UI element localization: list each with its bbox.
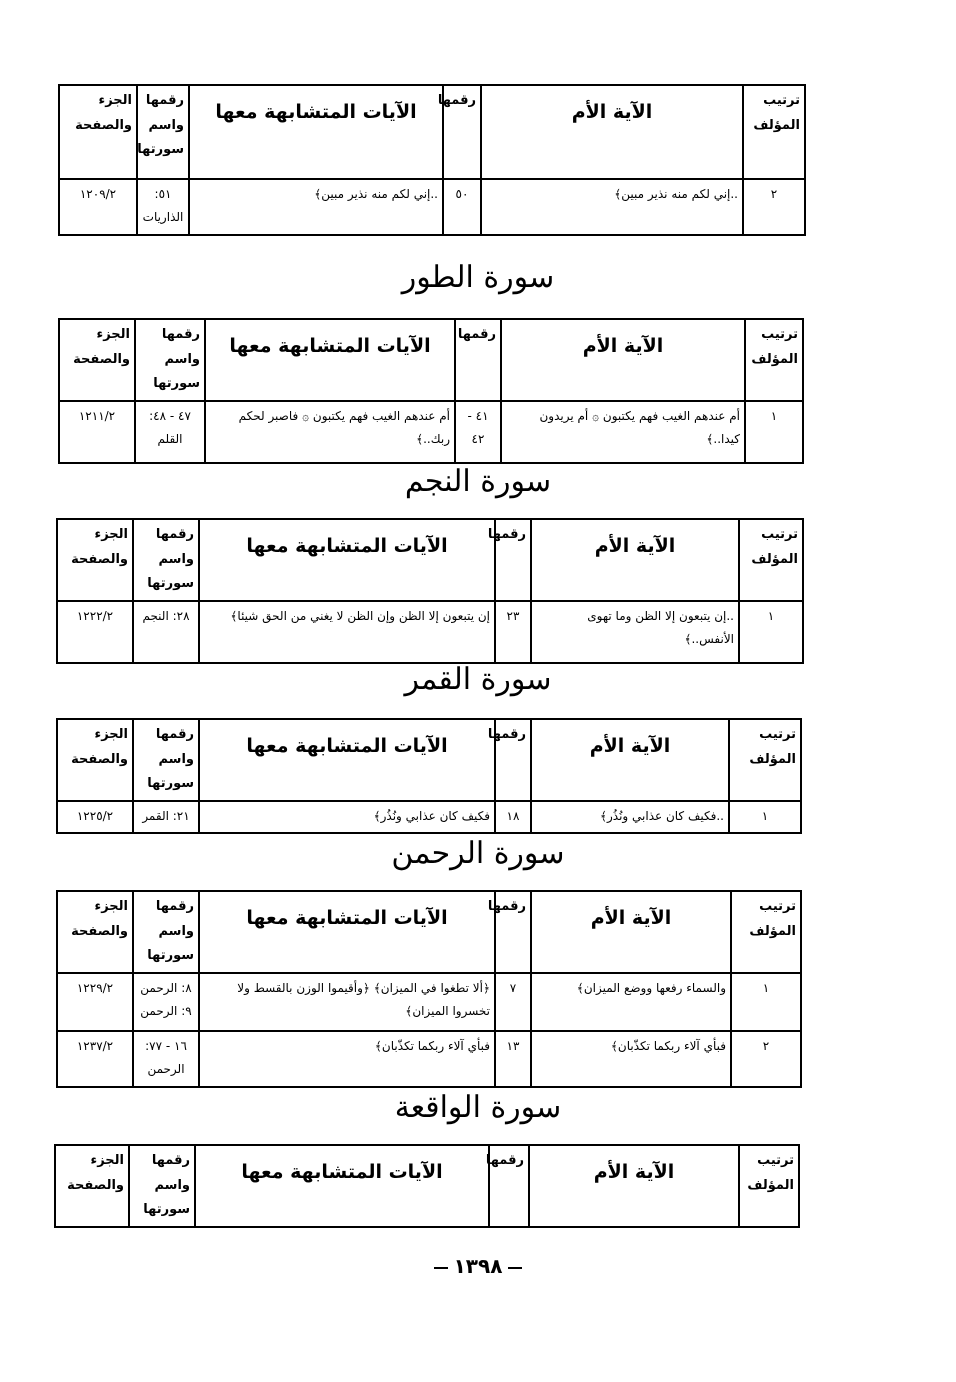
header-main-verse: الآية الأم	[501, 319, 745, 401]
header-similar-verses: الآيات المتشابهة معها	[205, 319, 455, 401]
header-main-verse: الآية الأم	[531, 519, 739, 601]
cell-main-verse: فبأي آلاء ربكما تكذّبان﴾	[531, 1031, 731, 1087]
table-row	[59, 179, 805, 235]
header-similar-verses: الآيات المتشابهة معها	[199, 719, 495, 801]
header-part-page: الجزء والصفحة	[57, 719, 133, 801]
table-header-row	[57, 719, 801, 801]
table-row	[59, 401, 803, 463]
cell-part-page: ١٢٢٩/٢	[57, 973, 133, 1031]
cell-number: ٥٠	[443, 179, 481, 235]
verses-table-1	[58, 84, 806, 236]
header-ref: رقمها واسم سورتها	[133, 891, 199, 973]
header-ref: رقمها واسم سورتها	[129, 1145, 195, 1227]
cell-main-verse: ..إن يتبعون إلا الظن وما تهوى الأنفس..﴾	[531, 601, 739, 663]
verses-table-tur	[58, 318, 804, 464]
table-row	[57, 601, 803, 663]
header-ref: رقمها واسم سورتها	[137, 85, 189, 179]
section-title-qamar: سورة القمر	[404, 662, 552, 697]
cell-ref: ٢٨: النجم	[133, 601, 199, 663]
verses-table-najm	[56, 518, 804, 664]
section-title-najm: سورة النجم	[404, 464, 552, 499]
header-order: ترتيب المؤلف	[731, 891, 801, 973]
section-title-waqia: سورة الواقعة	[394, 1090, 562, 1125]
cell-similar-verse: فبأي آلاء ربكما تكذّبان﴾	[199, 1031, 495, 1087]
cell-part-page: ١٢٢٥/٢	[57, 801, 133, 833]
cell-number: ٢٣	[495, 601, 531, 663]
header-ref: رقمها واسم سورتها	[133, 719, 199, 801]
header-ref: رقمها واسم سورتها	[133, 519, 199, 601]
cell-part-page: ١٢١١/٢	[59, 401, 135, 463]
verses-table-qamar	[56, 718, 802, 834]
header-similar-verses: الآيات المتشابهة معها	[199, 891, 495, 973]
header-number: رقمها	[495, 719, 531, 801]
cell-number: ١٨	[495, 801, 531, 833]
header-order: ترتيب المؤلف	[729, 719, 801, 801]
cell-similar-verse: أم عندهم الغيب فهم يكتبون ۞ فاصبر لحكم ربك..﴾	[205, 401, 455, 463]
header-similar-verses: الآيات المتشابهة معها	[199, 519, 495, 601]
cell-ref: ٤٧ - ٤٨: القلم	[135, 401, 205, 463]
table-header-row	[55, 1145, 799, 1227]
header-part-page: الجزء والصفحة	[55, 1145, 129, 1227]
cell-order: ١	[731, 973, 801, 1031]
header-part-page: الجزء والصفحة	[57, 519, 133, 601]
cell-order: ١	[739, 601, 803, 663]
table-header-row	[59, 319, 803, 401]
cell-order: ١	[729, 801, 801, 833]
header-similar-verses: الآيات المتشابهة معها	[189, 85, 443, 179]
table-row	[57, 1031, 801, 1087]
cell-order: ٢	[731, 1031, 801, 1087]
cell-main-verse: ..إني لكم منه نذير مبين﴾	[481, 179, 743, 235]
cell-ref: ٥١: الذاريات	[137, 179, 189, 235]
header-main-verse: الآية الأم	[481, 85, 743, 179]
header-order: ترتيب المؤلف	[743, 85, 805, 179]
cell-ref: ١٦ - ٧٧: الرحمن	[133, 1031, 199, 1087]
header-main-verse: الآية الأم	[531, 719, 729, 801]
header-order: ترتيب المؤلف	[745, 319, 803, 401]
header-order: ترتيب المؤلف	[739, 1145, 799, 1227]
header-part-page: الجزء والصفحة	[59, 319, 135, 401]
header-number: رقمها	[495, 519, 531, 601]
cell-similar-verse: ..إني لكم منه نذير مبين﴾	[189, 179, 443, 235]
header-similar-verses: الآيات المتشابهة معها	[195, 1145, 489, 1227]
header-ref: رقمها واسم سورتها	[135, 319, 205, 401]
cell-similar-verse: ﴿ألا تطغوا في الميزان﴾ ﴿وأقيموا الوزن بالقسط ولا تخسروا الميزان﴾	[199, 973, 495, 1031]
verses-table-rahman	[56, 890, 802, 1088]
cell-main-verse: والسماء رفعها ووضع الميزان﴾	[531, 973, 731, 1031]
cell-order: ١	[745, 401, 803, 463]
verses-table-waqia	[54, 1144, 800, 1228]
cell-similar-verse: فكيف كان عذابي ونُذُر﴾	[199, 801, 495, 833]
table-row	[57, 973, 801, 1031]
section-title-rahman: سورة الرحمن	[391, 836, 565, 871]
header-number: رقمها	[489, 1145, 529, 1227]
cell-number: ٤١ - ٤٢	[455, 401, 501, 463]
section-title-tur: سورة الطور	[401, 260, 555, 295]
cell-main-verse: ..فكيف كان عذابي ونُذُر﴾	[531, 801, 729, 833]
cell-ref: ٢١: القمر	[133, 801, 199, 833]
header-number: رقمها	[443, 85, 481, 179]
cell-number: ١٣	[495, 1031, 531, 1087]
header-main-verse: الآية الأم	[531, 891, 731, 973]
cell-part-page: ١٢٣٧/٢	[57, 1031, 133, 1087]
table-row	[57, 801, 801, 833]
header-part-page: الجزء والصفحة	[59, 85, 137, 179]
cell-ref: ٨: الرحمن ٩: الرحمن	[133, 973, 199, 1031]
dash-left	[508, 1267, 522, 1269]
table-header-row	[57, 519, 803, 601]
cell-part-page: ١٢٠٩/٢	[59, 179, 137, 235]
header-number: رقمها	[455, 319, 501, 401]
header-part-page: الجزء والصفحة	[57, 891, 133, 973]
cell-similar-verse: إن يتبعون إلا الظن وإن الظن لا يغني من الحق شيئا﴾	[199, 601, 495, 663]
header-main-verse: الآية الأم	[529, 1145, 739, 1227]
table-header-row	[59, 85, 805, 179]
page-number-text: ١٣٩٨	[453, 1254, 503, 1278]
cell-main-verse: أم عندهم الغيب فهم يكتبون ۞ أم يريدون كيدا..﴾	[501, 401, 745, 463]
table-header-row	[57, 891, 801, 973]
header-number: رقمها	[495, 891, 531, 973]
page-number	[0, 1254, 956, 1278]
cell-number: ٧	[495, 973, 531, 1031]
dash-right	[434, 1267, 448, 1269]
cell-part-page: ١٢٢٢/٢	[57, 601, 133, 663]
header-order: ترتيب المؤلف	[739, 519, 803, 601]
cell-order: ٢	[743, 179, 805, 235]
